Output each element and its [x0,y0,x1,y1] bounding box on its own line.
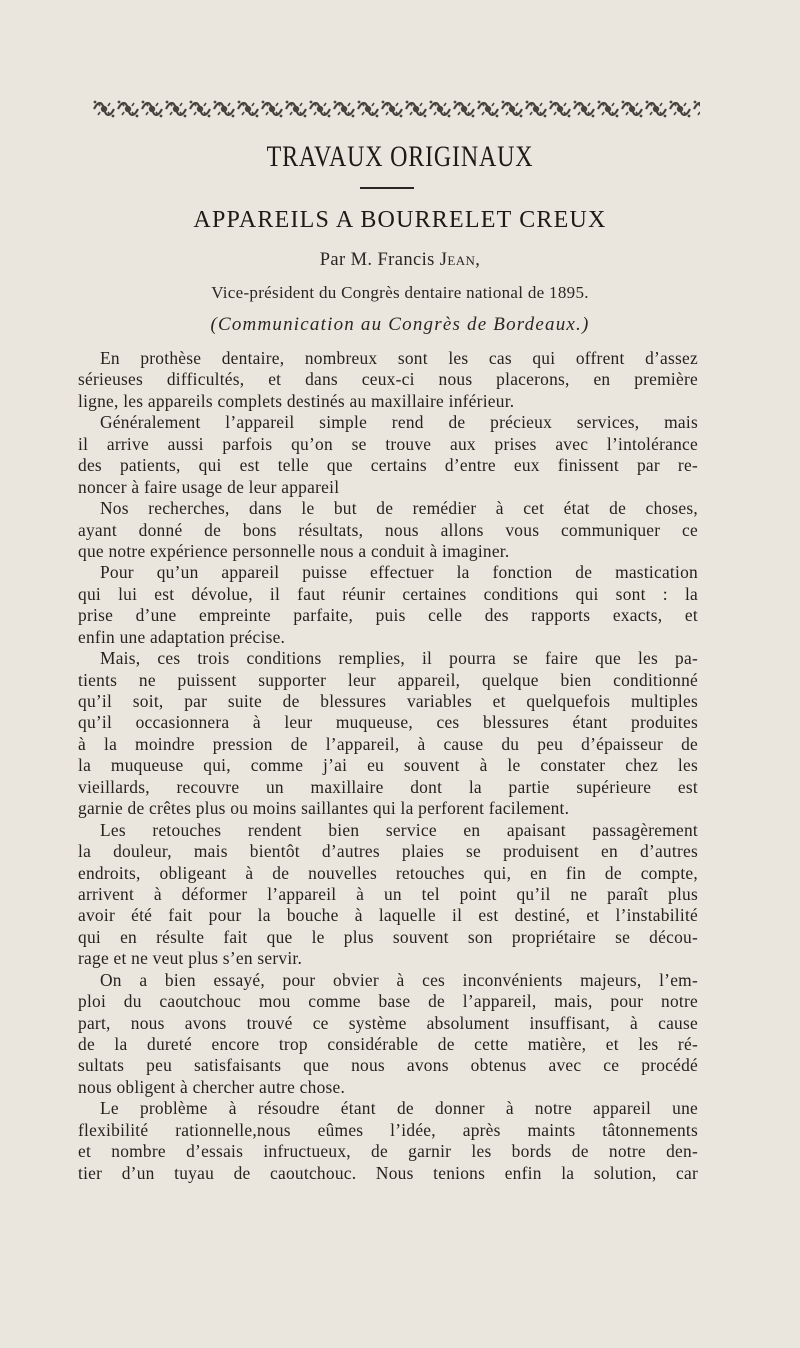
decorative-border-ornament [92,97,700,121]
body-line: qui lui est dévolue, il faut réunir certaines conditions qui sont : la [78,583,698,604]
body-line: à la moindre pression de l’appareil, à cause du peu d’épaisseur de [78,733,698,754]
body-line: Nos recherches, dans le but de remédier à cet état de choses, [100,498,698,519]
body-line: part, nous avons trouvé ce système absolument insuffisant, à cause [78,1012,698,1033]
body-line: rage et ne veut plus s’en servir. [78,948,303,969]
body-line: vieillards, recouvre un maxillaire dont la partie supérieure est [78,776,698,797]
body-line: la muqueuse qui, comme j’ai eu souvent à le constater chez les [78,755,698,776]
author-surname: Jean, [439,250,481,270]
body-line: flexibilité rationnelle,nous eûmes l’idée, après maints tâtonnements [78,1119,698,1140]
body-line: avoir été fait pour la bouche à laquelle il est destiné, et l’instabilité [78,905,698,926]
body-line: que notre expérience personnelle nous a conduit à imaginer. [78,540,510,561]
body-line: la douleur, mais bientôt d’autres plaies se produisent en d’autres [78,841,698,862]
title-divider [360,187,414,189]
body-line: On a bien essayé, pour obvier à ces inconvénients majeurs, l’em- [100,969,698,990]
section-title: TRAVAUX ORIGINAUX [266,140,534,173]
body-line: ayant donné de bons résultats, nous allons vous communiquer ce [78,519,698,540]
body-line: sultats peu satisfaisants que nous avons obtenus avec ce procédé [78,1055,698,1076]
body-line: sérieuses difficultés, et dans ceux-ci nous placerons, en première [78,369,698,390]
body-line: Généralement l’appareil simple rend de précieux services, mais [100,412,698,433]
body-line: Le problème à résoudre étant de donner à notre appareil une [100,1098,698,1119]
body-line: qui en résulte fait que le plus souvent son propriétaire se décou- [78,926,698,947]
body-line: Pour qu’un appareil puisse effectuer la fonction de mastication [100,562,698,583]
article-title: APPAREILS A BOURRELET CREUX [193,207,607,233]
author-affiliation: Vice-président du Congrès dentaire national de 1895. [211,283,589,302]
byline [0,250,800,271]
body-line: endroits, obligeant à de nouvelles retouches qui, en fin de compte, [78,862,698,883]
article-body [78,348,698,1184]
byline-prefix: Par M. Francis [319,250,435,270]
body-line: des patients, qui est telle que certains d’entre eux finissent par re- [78,455,698,476]
body-line: ligne, les appareils complets destinés au maxillaire inférieur. [78,390,515,411]
body-line: garnie de crêtes plus ou moins saillantes qui la perforent facilement. [78,798,570,819]
body-line: noncer à faire usage de leur appareil [78,476,340,497]
body-line: En prothèse dentaire, nombreux sont les cas qui offrent d’assez [100,348,698,368]
body-line: Les retouches rendent bien service en apaisant passagèrement [100,819,698,840]
body-line: arrivent à déformer l’appareil à un tel point qu’il ne paraît plus [78,883,698,904]
body-line: qu’il occasionnera à leur muqueuse, ces blessures étant produites [78,712,698,733]
body-line: nous obligent à chercher autre chose. [78,1076,346,1097]
body-line: enfin une adaptation précise. [78,626,286,647]
body-line: prise d’une empreinte parfaite, puis celle des rapports exacts, et [78,605,698,626]
body-line: qu’il soit, par suite de blessures variables et quelquefois multiples [78,691,698,711]
body-line: ploi du caoutchouc mou comme base de l’appareil, mais, pour notre [78,991,698,1012]
body-line: Mais, ces trois conditions remplies, il pourra se faire que les pa- [100,648,698,669]
communication-note: (Communication au Congrès de Bordeaux.) [210,314,590,335]
body-line: tients ne puissent supporter leur appareil, quelque bien conditionné [78,669,698,690]
body-line: il arrive aussi parfois qu’on se trouve aux prises avec l’intolérance [78,433,698,454]
body-line: et nombre d’essais infructueux, de garnir les bords de notre den- [78,1141,698,1162]
body-line: de la dureté encore trop considérable de cette matière, et les ré- [78,1034,698,1054]
body-line: tier d’un tuyau de caoutchouc. Nous tenions enfin la solution, car [78,1162,698,1183]
